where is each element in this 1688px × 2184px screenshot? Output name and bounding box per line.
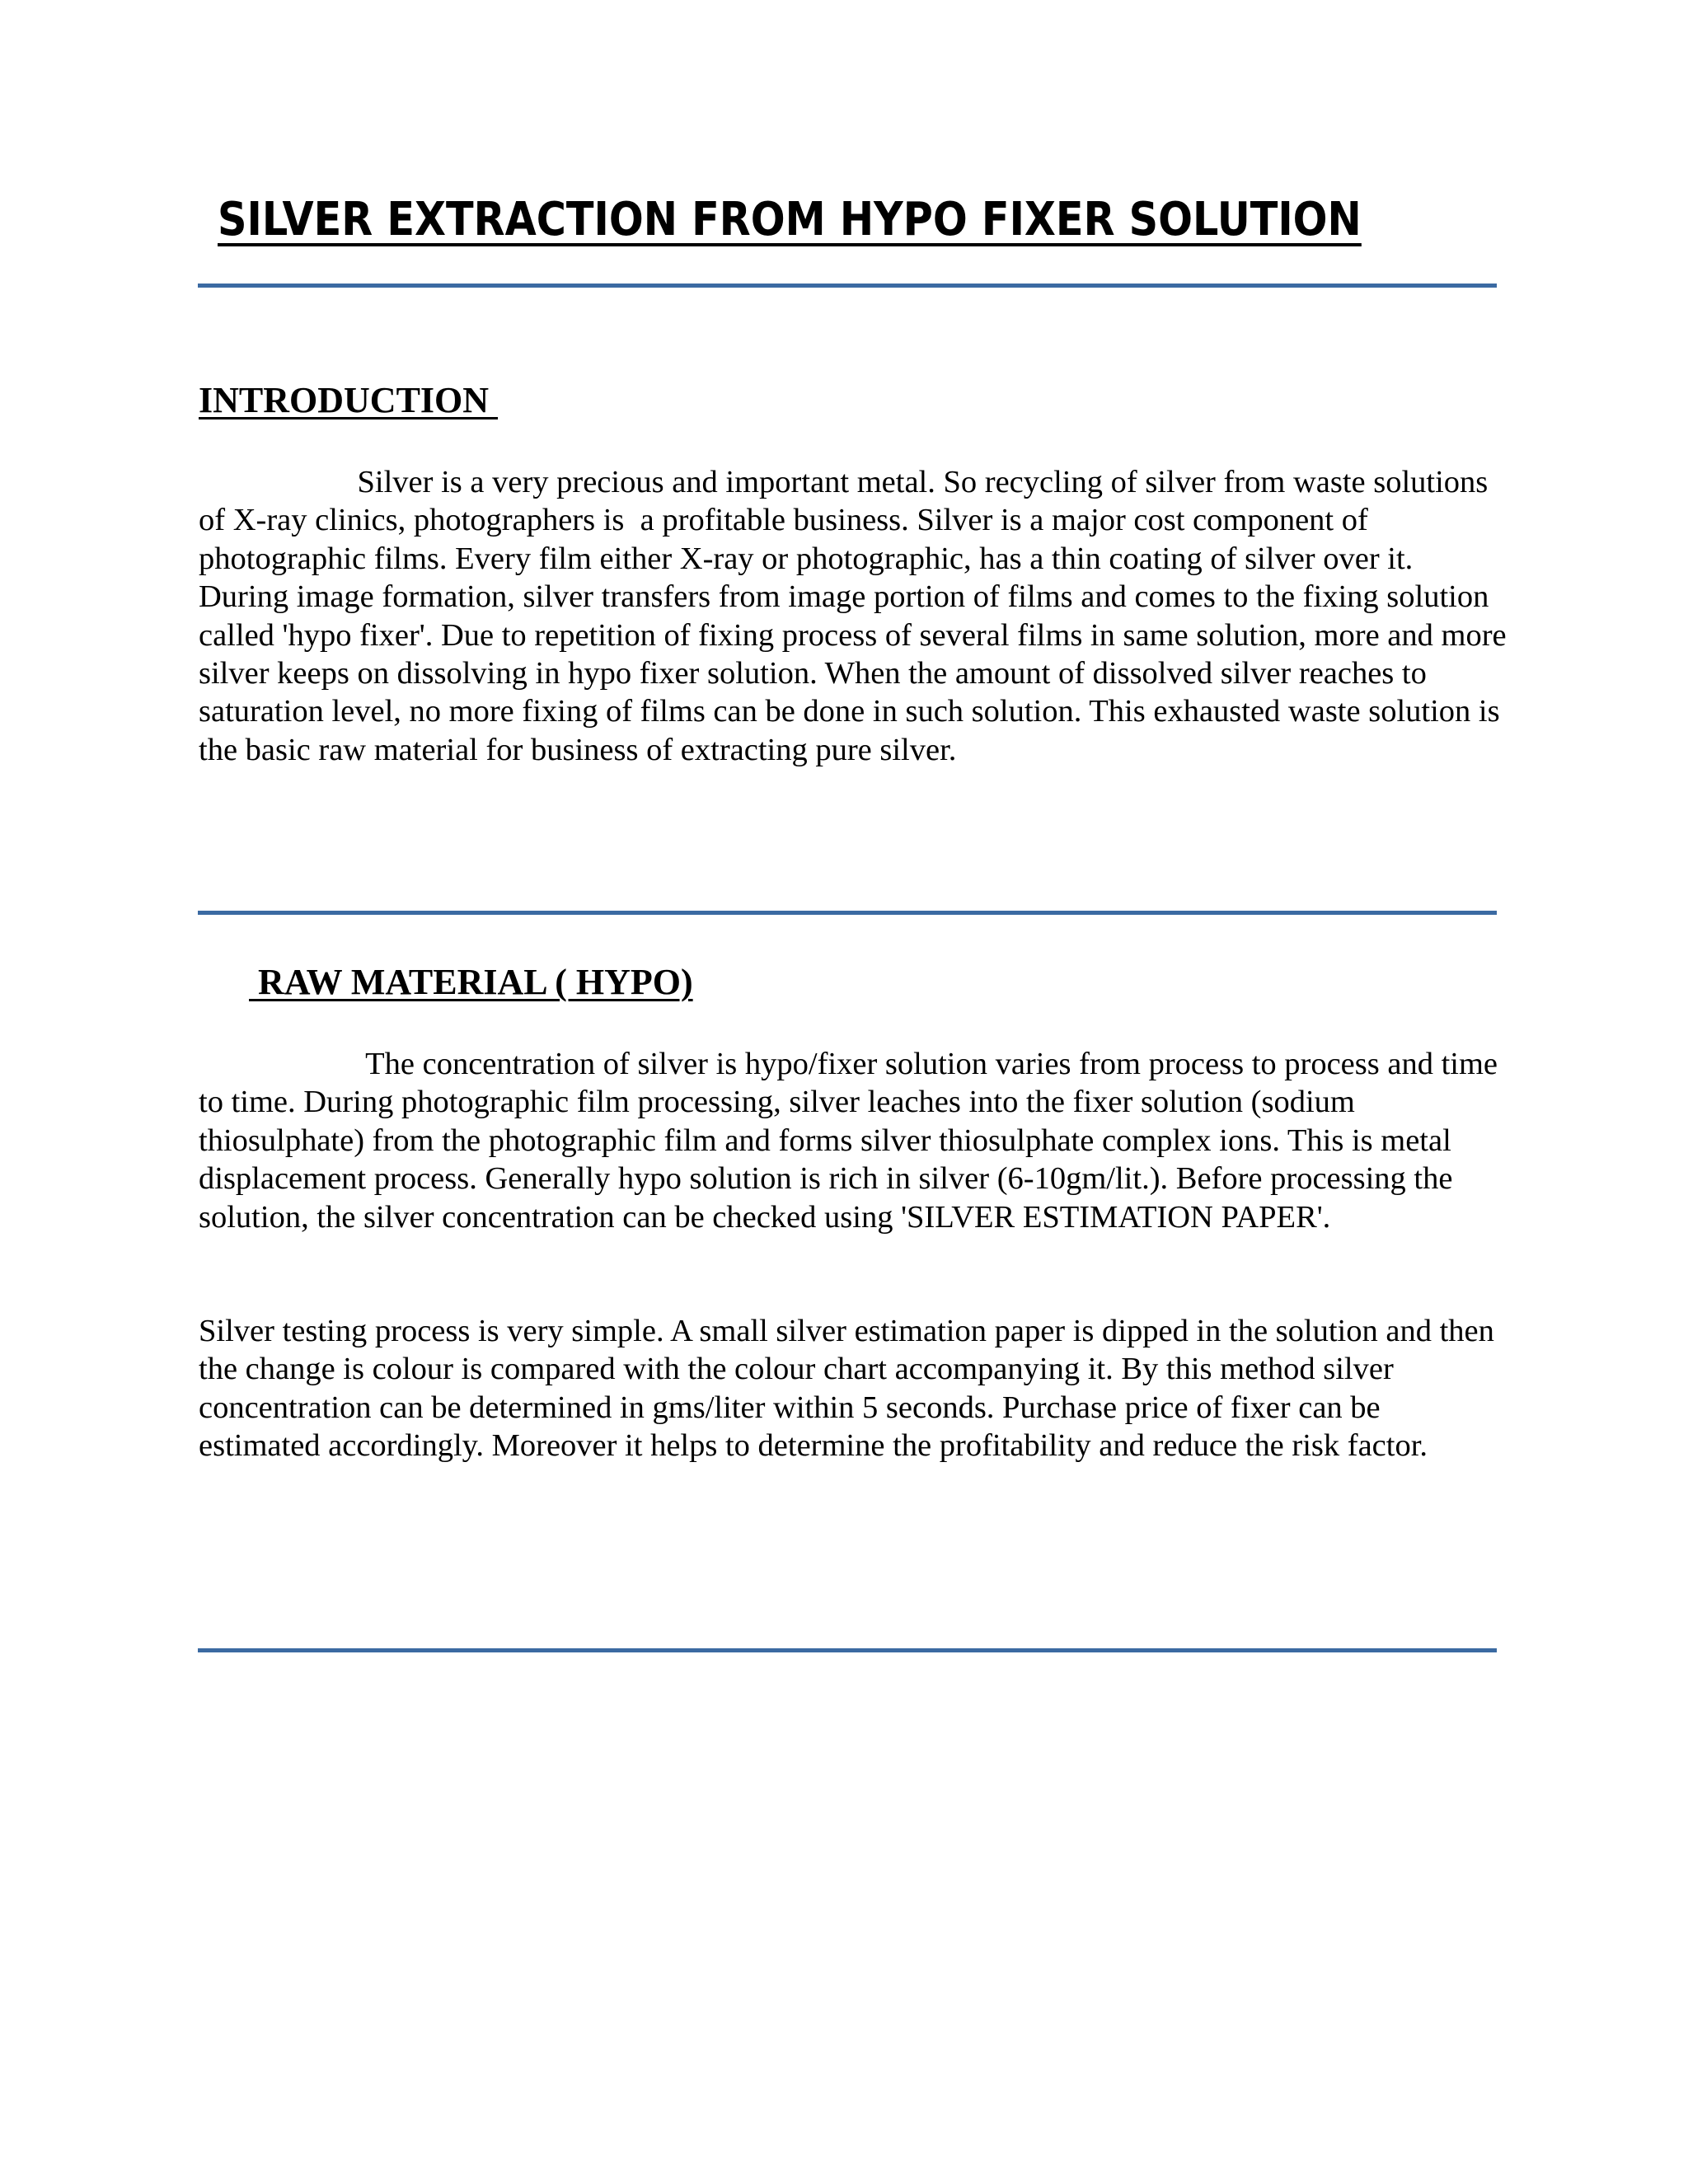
introduction-paragraph: Silver is a very precious and important metal. So recycling of silver from waste solutions of X-ray clinics, photographers is a profitable business. Silver is a major cost component of photographic films. Every film either X-ray or photographic, has a thin coating of silver over it. During image formation, silver transfers from image portion of films and comes to the fixing solution called 'hypo fixer'. Due to repetition of fixing process of several films in same solution, more and more silver keeps on dissolving in hypo fixer solution. When the amount of dissolved silver reaches to saturation level, no more fixing of films can be done in such solution. This exhausted waste solution is the basic raw material for business of extracting pure silver. [199,465,1515,767]
bottom-divider [198,1648,1497,1652]
page-title: SILVER EXTRACTION FROM HYPO FIXER SOLUTION [218,193,1362,246]
introduction-heading: INTRODUCTION [199,380,499,420]
silver-testing-paragraph: Silver testing process is very simple. A small silver estimation paper is dipped in the solution and then the change is colour is compared with the colour chart accompanying it. By this method silver concentration can be determined in gms/liter within 5 seconds. Purchase price of fixer can be estimated accordingly. Moreover it helps to determine the profitability and reduce the risk factor. [199,1314,1503,1464]
raw-material-paragraph: The concentration of silver is hypo/fixer solution varies from process to process and time to time. During photographic film processing, silver leaches into the fixer solution (sodium thiosulphate) from the photographic film and forms silver thiosulphate complex ions. This is metal displacement process. Generally hypo solution is rich in silver (6-10gm/lit.). Before processing the solution, the silver concentration can be checked using 'SILVER ESTIMATION PAPER'. [199,1047,1506,1235]
raw-material-heading: RAW MATERIAL ( HYPO) [249,962,693,1002]
title-divider [198,284,1497,288]
section-divider [198,911,1497,915]
